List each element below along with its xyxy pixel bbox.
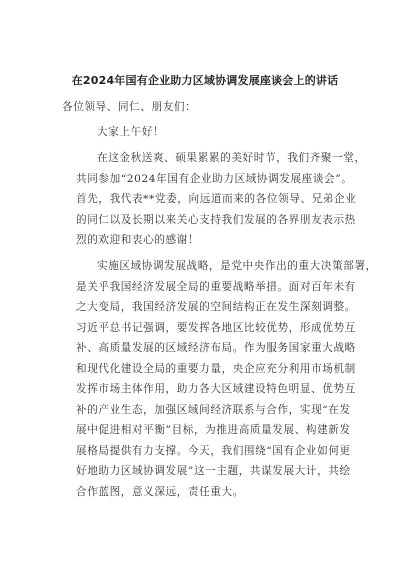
paragraph-line: 补、高质量发展的区域经济布局。作为服务国家重大战略 xyxy=(76,342,356,354)
paragraph-line: 展格局提供有力支撑。今天，我们围绕“国有企业如何更 xyxy=(76,444,351,457)
paragraph-line: 发挥市场主体作用，助力各大区域建设特色明显、优势互 xyxy=(76,383,356,395)
paragraph-line: 共同参加“2024年国有企业助力区域协调发展座谈会”。 xyxy=(76,172,353,185)
document-title: 在2024年国有企业助力区域协调发展座谈会上的讲话 xyxy=(71,74,339,87)
paragraph-line: 补的产业生态，加强区域间经济联系与合作，实现“在发 xyxy=(76,403,351,416)
paragraph-line: 习近平总书记强调，要发挥各地区比较优势，形成优势互 xyxy=(76,321,356,334)
paragraph-2 xyxy=(76,256,377,502)
paragraph-1 xyxy=(76,148,366,251)
greeting: 大家上午好！ xyxy=(97,126,165,138)
paragraph-line: 合作蓝图，意义深远，责任重大。 xyxy=(76,485,244,498)
salutation: 各位领导、同仁、朋友们： xyxy=(62,101,197,113)
paragraph-line: 是关乎我国经济发展全局的重要战略举措。面对百年未有 xyxy=(76,280,356,293)
paragraph-line: 实施区域协调发展战略，是党中央作出的重大决策部署， xyxy=(97,260,377,272)
greeting-paragraph xyxy=(76,122,346,143)
paragraph-line: 好地助力区域协调发展”这一主题，共谋发展大计，共绘 xyxy=(76,465,351,477)
paragraph-line: 和现代化建设全局的重要力量，央企应充分利用市场机制 xyxy=(76,362,356,375)
paragraph-line: 首先，我代表**党委，向远道而来的各位领导、兄弟企业 xyxy=(76,193,357,205)
paragraph-line: 在这金秋送爽、硕果累累的美好时节，我们齐聚一堂， xyxy=(97,152,366,164)
paragraph-line: 之大变局，我国经济发展的空间结构正在发生深刻调整。 xyxy=(76,301,356,313)
paragraph-line: 的同仁以及长期以来关心支持我们发展的各界朋友表示热 xyxy=(76,213,356,226)
paragraph-line: 展中促进相对平衡”目标，为推进高质量发展、构建新发 xyxy=(76,424,351,436)
paragraph-line: 烈的欢迎和衷心的感谢！ xyxy=(76,234,200,246)
